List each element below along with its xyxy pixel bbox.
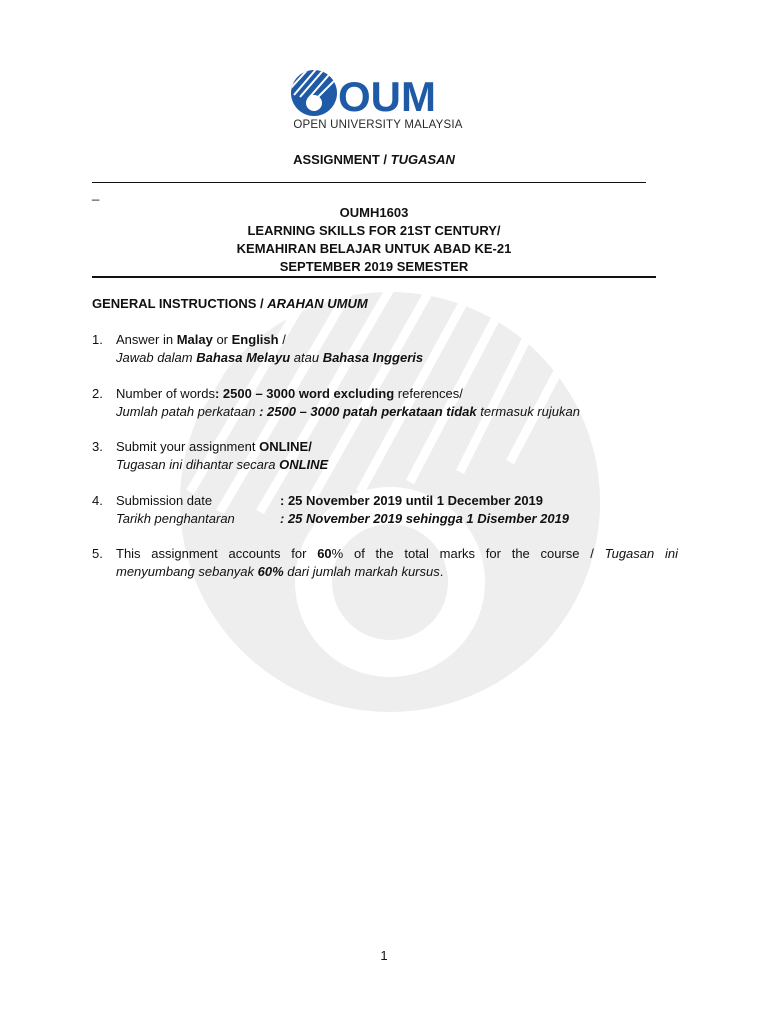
oum-logo-text: OUM: [338, 73, 436, 120]
course-code: OUMH1603: [339, 205, 409, 220]
stray-underscore: _: [92, 186, 100, 201]
instruction-item-5: 5. This assignment accounts for 60% of the total marks for the course / Tugasan ini menyumbang sebanyak 60% dari jumlah markah kursus.: [92, 546, 678, 579]
title-divider: [92, 276, 656, 278]
instruction-item-2: 2. Number of words: 2500 – 3000 word excluding references/ Jumlah patah perkataan : 2500 – 3000 patah perkataan tidak termasuk rujukan: [92, 386, 580, 419]
page-number: 1: [380, 948, 388, 963]
semester: SEPTEMBER 2019 SEMESTER: [279, 259, 469, 274]
assignment-title: ASSIGNMENT / TUGASAN: [293, 152, 455, 167]
institution-name: OPEN UNIVERSITY MALAYSIA: [293, 119, 463, 131]
course-title-ms: KEMAHIRAN BELAJAR UNTUK ABAD KE-21: [236, 241, 512, 256]
instruction-item-3: 3. Submit your assignment ONLINE/ Tugasan ini dihantar secara ONLINE: [92, 439, 329, 472]
instruction-item-1: 1. Answer in Malay or English / Jawab dalam Bahasa Melayu atau Bahasa Inggeris: [92, 332, 424, 365]
course-title-en: LEARNING SKILLS FOR 21ST CENTURY/: [247, 223, 501, 238]
header-divider: [92, 182, 646, 183]
instructions-heading: GENERAL INSTRUCTIONS / ARAHAN UMUM: [92, 296, 368, 311]
instruction-item-4: 4. Submission date : 25 November 2019 until 1 December 2019 Tarikh penghantaran : 25 November 2019 sehingga 1 Disember 2019: [92, 493, 570, 526]
